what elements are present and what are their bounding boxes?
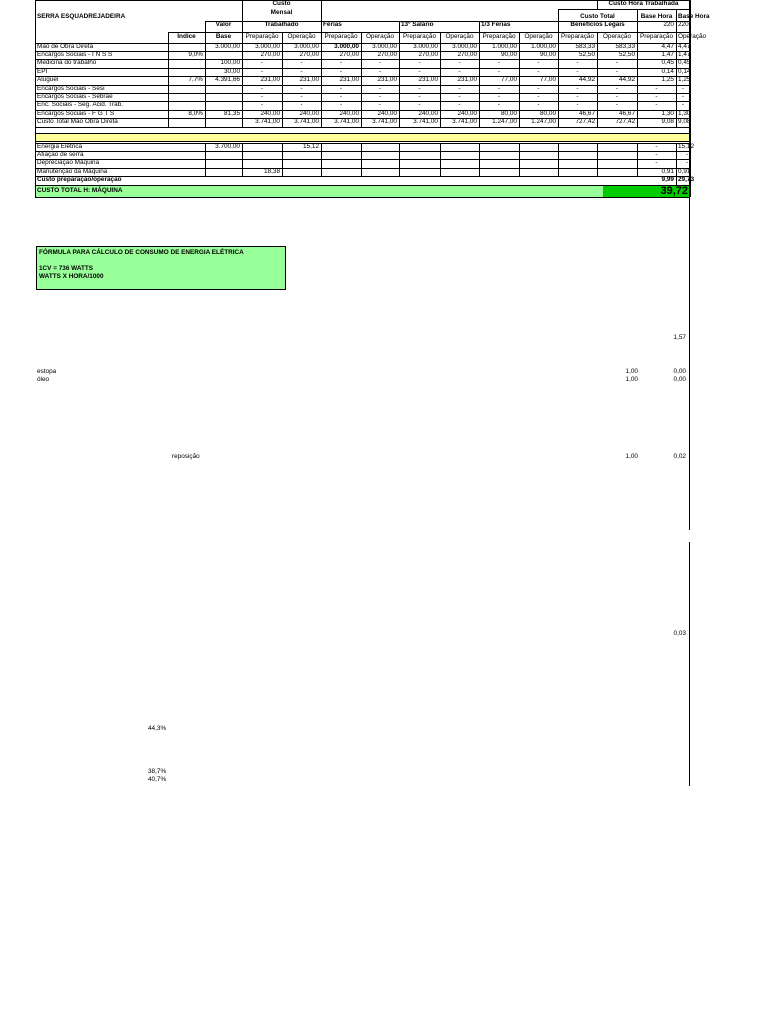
reposicao-label: reposição: [172, 453, 200, 460]
sheet-title: SERRA ESQUADREJADEIRA: [37, 12, 126, 20]
table-cell: 1,47: [678, 51, 691, 58]
cell-hora-operacao: -: [685, 151, 688, 158]
row-label: Encargos Sociais - Sesi: [37, 84, 105, 92]
table-cell: 1.000,00: [531, 42, 556, 50]
table-cell: 3.000,00: [294, 42, 319, 50]
reposicao-cost: 0,02: [673, 453, 686, 460]
table-cell: -: [497, 84, 501, 92]
row-label: Aluguel: [37, 76, 59, 84]
grid-line: [282, 32, 283, 43]
cell-base: [205, 101, 242, 109]
header-valor: Valor: [215, 21, 232, 29]
table-cell: -: [458, 59, 461, 67]
cell-indice: [168, 85, 205, 93]
grid-line: [35, 197, 690, 198]
table-cell: 3.741,00: [372, 118, 397, 126]
header-base-hora: Base Hora: [678, 12, 710, 20]
grid-line: [519, 32, 520, 43]
table-cell: -: [615, 93, 619, 100]
cell-preparacao: [242, 151, 282, 159]
table-cell: 240,00: [418, 109, 438, 117]
cell-operacao: 15,12: [303, 142, 319, 150]
table-cell: -: [418, 93, 421, 100]
table-cell: 4,47: [661, 42, 674, 50]
table-cell: -: [260, 59, 264, 67]
cell-indice: [168, 118, 205, 126]
grid-line: [676, 9, 677, 43]
grid-line: [440, 143, 441, 177]
table-cell: 1,47: [661, 51, 674, 58]
header-operacao: Operação: [524, 32, 553, 40]
grid-line: [597, 143, 598, 177]
table-cell: 3.000,00: [255, 42, 280, 50]
oleo-cost: 0,00: [673, 376, 686, 383]
grid-line: [440, 32, 441, 43]
header-operacao: Operação: [445, 32, 474, 40]
table-cell: 270,00: [260, 51, 280, 58]
grid-line: [558, 43, 559, 127]
grid-line: [321, 43, 322, 127]
header-preparacao: Preparação: [402, 32, 437, 40]
grid-line: [35, 141, 690, 142]
cell-preparacao: 18,38: [264, 167, 280, 175]
table-cell: -: [615, 67, 619, 75]
table-cell: -: [260, 84, 264, 92]
table-cell: 3.000,00: [413, 42, 438, 50]
table-cell: 3.741,00: [413, 118, 438, 126]
header-operacao: Operação: [678, 32, 707, 40]
header-trabalhado: Trabalhado: [264, 21, 299, 29]
table-cell: 44,92: [579, 76, 595, 84]
cell-indice: [168, 101, 205, 109]
header-preparacao: Preparação: [639, 32, 674, 40]
grid-line: [205, 143, 206, 177]
table-cell: 1.000,00: [492, 42, 517, 50]
header-beneficios: Benefícios Legais: [570, 21, 625, 29]
grid-line: [205, 21, 690, 22]
cell-base: [205, 51, 242, 59]
header-custo-hora: Custo Hora Trabalhada: [608, 0, 679, 7]
grid-line: [519, 43, 520, 127]
grid-line: [35, 0, 690, 1]
table-cell: 1,30: [661, 109, 674, 117]
table-cell: 270,00: [457, 51, 477, 58]
table-cell: 231,00: [339, 76, 359, 84]
table-cell: -: [576, 84, 579, 92]
grid-line: [242, 43, 243, 127]
percent-cell: 40,7%: [148, 776, 167, 783]
cell-operacao: [282, 168, 321, 176]
table-cell: -: [260, 93, 264, 100]
cell-base: [205, 159, 242, 167]
right-border-line: [689, 0, 690, 530]
grid-line: [168, 32, 690, 33]
table-cell: -: [615, 59, 619, 67]
custo-prep-label: Custo preparação/operação: [37, 176, 122, 184]
table-cell: -: [300, 93, 303, 100]
table-cell: 3.741,00: [294, 118, 319, 126]
table-cell: -: [681, 101, 685, 109]
table-cell: 3.741,00: [255, 118, 280, 126]
table-cell: -: [655, 93, 658, 100]
percent-cell: 38,7%: [148, 768, 167, 775]
value-cell: 0,03: [673, 630, 686, 637]
row-label: Enc. Sociais - Seg. Acid. Trab.: [37, 101, 123, 109]
row-label: Energia Elétrica: [37, 142, 83, 150]
cell-preparacao: [242, 159, 282, 167]
reposicao-qty: 1,00: [625, 453, 638, 460]
grid-line: [242, 143, 243, 177]
total-value: 39,72: [660, 184, 688, 197]
table-cell: -: [537, 84, 540, 92]
table-cell: -: [300, 84, 303, 92]
right-border-line-2: [689, 542, 690, 786]
table-cell: -: [418, 67, 421, 75]
table-cell: -: [339, 101, 343, 109]
table-cell: -: [458, 101, 461, 109]
grid-line: [282, 143, 283, 177]
table-cell: 583,33: [575, 42, 595, 50]
grid-line: [168, 43, 169, 127]
table-cell: -: [418, 59, 421, 67]
separator-band: [35, 133, 690, 141]
table-cell: 9,08: [678, 118, 691, 126]
header-ferias: Férias: [323, 21, 342, 29]
cell-indice: 9,0%: [188, 51, 203, 58]
table-cell: 0,14: [661, 67, 674, 75]
grid-line: [168, 32, 169, 43]
table-cell: -: [339, 84, 343, 92]
grid-line: [282, 43, 283, 127]
table-cell: 52,50: [579, 51, 595, 58]
cell-hora-preparacao: -: [655, 151, 658, 158]
cell-base: [205, 85, 242, 93]
table-cell: 270,00: [418, 51, 438, 58]
cell-base: 4.391,66: [215, 76, 240, 84]
cell-base: [205, 151, 242, 159]
table-cell: 240,00: [457, 109, 477, 117]
cell-indice: [168, 59, 205, 67]
estopa-cost: 0,00: [673, 368, 686, 375]
grid-line: [242, 0, 243, 43]
grid-line: [35, 133, 690, 134]
table-cell: -: [576, 59, 579, 67]
table-cell: -: [378, 84, 382, 92]
header-preparacao: Preparação: [482, 32, 516, 40]
grid-line: [676, 43, 677, 127]
row-label: Afiação de serra: [37, 151, 84, 158]
header-preparacao: Preparação: [324, 32, 358, 40]
header-custo-total: Custo Total: [580, 12, 615, 20]
custo-oper-value: 29,73: [678, 176, 694, 184]
row-label: Encargos Sociais - Sebrae: [37, 93, 113, 100]
header-mensal: Mensal: [270, 8, 293, 16]
cell-indice: 7,7%: [188, 76, 203, 84]
table-cell: 583,33: [615, 42, 635, 50]
header-operacao: Operação: [602, 32, 632, 40]
table-cell: -: [537, 67, 540, 75]
custo-prep-value: 9,99: [661, 176, 674, 184]
table-cell: 231,00: [260, 76, 280, 84]
table-cell: -: [339, 93, 343, 100]
header-220: 220: [678, 21, 689, 29]
table-cell: 46,67: [579, 109, 595, 117]
value-cell: 1,57: [673, 334, 686, 341]
table-cell: -: [655, 84, 658, 92]
grid-line: [597, 32, 598, 43]
header-13-salario: 13º Salário: [401, 21, 434, 29]
table-cell: -: [576, 67, 579, 75]
row-label: Depreciação Máquina: [37, 159, 100, 167]
table-cell: -: [576, 93, 579, 100]
table-cell: 231,00: [457, 76, 477, 84]
grid-line: [479, 21, 480, 42]
grid-line: [361, 32, 362, 43]
grid-line: [321, 143, 322, 177]
header-operacao: Operação: [365, 32, 395, 40]
grid-line: [637, 43, 638, 127]
table-cell: 77,00: [501, 76, 517, 84]
table-cell: -: [497, 93, 501, 100]
table-cell: 9,08: [661, 118, 674, 126]
table-cell: 240,00: [377, 109, 397, 117]
grid-line: [35, 127, 690, 128]
grid-line: [399, 43, 400, 127]
grid-line: [558, 9, 690, 10]
table-cell: 270,00: [377, 51, 397, 58]
table-cell: -: [300, 67, 303, 75]
table-cell: -: [418, 84, 421, 92]
oleo-qty: 1,00: [625, 376, 638, 383]
table-cell: -: [339, 67, 343, 75]
header-preparacao: Preparação: [245, 32, 279, 40]
table-cell: -: [378, 101, 382, 109]
cell-indice: 8,0%: [188, 109, 203, 117]
table-cell: 80,00: [501, 109, 517, 117]
grid-line: [597, 43, 598, 127]
table-cell: -: [537, 93, 540, 100]
table-cell: 1.247,00: [492, 118, 517, 126]
spreadsheet-table: [35, 0, 710, 230]
formula-box: [36, 246, 286, 290]
table-cell: -: [300, 59, 303, 67]
cell-hora-preparacao: -: [655, 159, 658, 167]
table-cell: 3.741,00: [452, 118, 477, 126]
grid-line: [558, 143, 559, 177]
table-cell: 52,50: [619, 51, 635, 58]
grid-line: [361, 43, 362, 127]
table-cell: -: [615, 101, 619, 109]
cell-base: 3.000,00: [215, 42, 240, 50]
cell-preparacao: [242, 143, 282, 151]
cell-operacao: [282, 151, 321, 159]
table-cell: 77,00: [540, 76, 556, 84]
formula-watts: WATTS X HORA/1000: [39, 273, 104, 280]
table-cell: 1.247,00: [531, 118, 556, 126]
grid-line: [205, 43, 206, 127]
header-custo: Custo: [272, 0, 291, 7]
grid-line: [321, 0, 322, 43]
cell-hora-operacao: 0,91: [678, 167, 691, 175]
table-cell: 0,45: [678, 59, 691, 67]
row-label: Manutenção da Máquina: [37, 167, 108, 175]
cell-hora-preparacao: 0,91: [661, 167, 674, 175]
table-cell: -: [537, 59, 540, 67]
table-cell: 90,00: [540, 51, 556, 58]
grid-line: [637, 9, 638, 43]
table-cell: 90,00: [501, 51, 517, 58]
cell-indice: [168, 43, 205, 51]
grid-line: [205, 21, 206, 42]
table-cell: 3.741,00: [334, 118, 359, 126]
row-label: Medicina do trabalho: [37, 59, 97, 67]
cell-indice: [168, 93, 205, 101]
grid-line: [597, 0, 598, 9]
table-cell: 240,00: [299, 109, 319, 117]
table-cell: -: [576, 101, 579, 109]
table-cell: 0,45: [661, 59, 674, 67]
formula-cv: 1CV = 736 WATTS: [39, 265, 94, 272]
table-cell: 231,00: [299, 76, 319, 84]
table-cell: -: [681, 93, 685, 100]
header-indice: Índice: [177, 32, 196, 40]
header-operacao: Operação: [287, 32, 316, 40]
table-cell: -: [615, 84, 619, 92]
grid-line: [361, 143, 362, 177]
table-cell: 3.000,00: [372, 42, 397, 50]
cell-base: 81,35: [224, 109, 240, 117]
grid-line: [399, 21, 400, 42]
cell-base: [205, 118, 242, 126]
grid-line: [440, 43, 441, 127]
table-cell: -: [378, 93, 382, 100]
table-cell: -: [378, 59, 382, 67]
grid-line: [637, 143, 638, 177]
row-label: EPI: [37, 67, 48, 75]
header-um-terco-ferias: 1/3 Férias: [481, 21, 511, 29]
table-cell: -: [260, 101, 264, 109]
table-cell: 4,47: [678, 42, 691, 50]
table-cell: -: [378, 67, 382, 75]
grid-line: [399, 143, 400, 177]
grid-line: [558, 9, 559, 43]
row-label: Mão de Obra Direta: [37, 42, 94, 50]
cell-base: 100,00: [220, 59, 240, 67]
table-cell: -: [497, 67, 501, 75]
estopa-qty: 1,00: [625, 368, 638, 375]
table-cell: -: [458, 84, 461, 92]
table-cell: -: [681, 84, 685, 92]
table-cell: 727,42: [615, 118, 635, 126]
header-base-hora: Base Hora: [640, 12, 673, 20]
oleo-label: óleo: [37, 376, 50, 383]
table-cell: -: [497, 59, 501, 67]
table-cell: -: [458, 93, 461, 100]
table-cell: -: [339, 59, 343, 67]
table-cell: 270,00: [299, 51, 319, 58]
table-cell: 3.000,00: [334, 42, 359, 50]
cell-operacao: [282, 159, 321, 167]
cell-hora-operacao: 15,12: [678, 142, 694, 150]
row-label: Custo Total Mão Obra Direta: [37, 118, 118, 126]
cell-base: 3.700,00: [215, 142, 240, 150]
header-base: Base: [215, 32, 232, 40]
total-label: CUSTO TOTAL H: MÁQUINA: [37, 186, 123, 194]
grid-line: [479, 43, 480, 127]
table-cell: 270,00: [339, 51, 359, 58]
table-cell: 1,25: [678, 76, 691, 84]
grid-line: [519, 143, 520, 177]
table-cell: 727,42: [575, 118, 595, 126]
cell-base: [205, 93, 242, 101]
cell-base: [205, 168, 242, 176]
header-preparacao: Preparação: [560, 32, 595, 40]
table-cell: 44,92: [619, 76, 635, 84]
header-220: 220: [663, 21, 674, 29]
formula-title: FÓRMULA PARA CÁLCULO DE CONSUMO DE ENERGIA ELÉTRICA: [39, 249, 244, 256]
cell-base: 30,00: [224, 67, 240, 75]
table-cell: 1,30: [678, 109, 691, 117]
cell-hora-operacao: -: [685, 159, 688, 167]
row-label: Encargos Sociais - F G T S: [37, 109, 115, 117]
cell-indice: [168, 68, 205, 76]
table-cell: -: [537, 101, 540, 109]
percent-cell: 44,3%: [148, 725, 167, 732]
table-cell: -: [300, 101, 303, 109]
table-cell: -: [497, 101, 501, 109]
table-cell: -: [260, 67, 264, 75]
table-cell: 231,00: [418, 76, 438, 84]
table-cell: 231,00: [377, 76, 397, 84]
cell-hora-preparacao: -: [655, 142, 658, 150]
table-cell: 240,00: [260, 109, 280, 117]
table-cell: 3.000,00: [452, 42, 477, 50]
table-cell: 46,67: [619, 109, 635, 117]
table-cell: -: [655, 101, 658, 109]
table-cell: 1,25: [661, 76, 674, 84]
table-cell: -: [458, 67, 461, 75]
row-label: Encargos Sociais - I N S S: [37, 51, 113, 58]
table-cell: 0,14: [678, 67, 691, 75]
table-cell: 240,00: [339, 109, 359, 117]
table-cell: 80,00: [540, 109, 556, 117]
table-cell: -: [418, 101, 421, 109]
grid-line: [479, 143, 480, 177]
estopa-label: estopa: [37, 368, 57, 375]
